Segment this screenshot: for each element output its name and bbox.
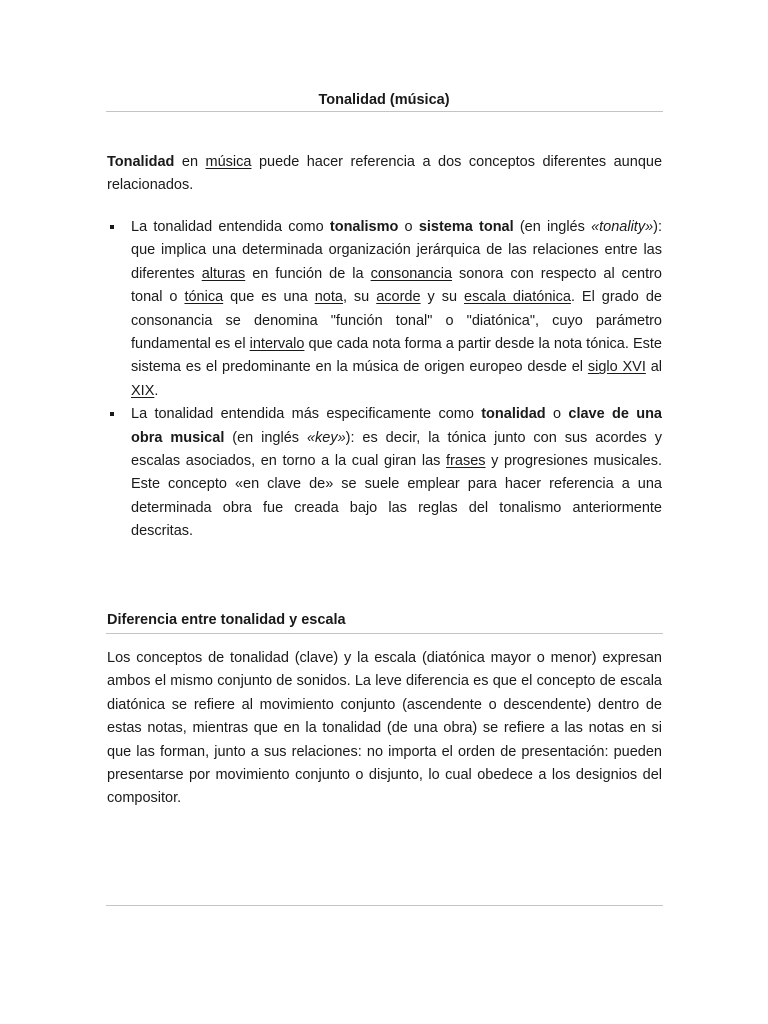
bullet-text: que cada nota forma a partir desde la nota tónica. Este sistema es el predominante en la música de origen europeo desde el xyxy=(131,336,662,376)
page-title: Tonalidad (música) xyxy=(318,92,450,108)
link-siglo-xvi[interactable]: siglo XVI xyxy=(587,359,646,376)
term-key: «key» xyxy=(306,429,346,446)
intro-term: Tonalidad xyxy=(107,154,175,170)
link-xix[interactable]: XIX xyxy=(131,382,155,399)
bullet-text: y su xyxy=(420,289,465,306)
bullet-text: o xyxy=(398,219,419,235)
bullet-text: al xyxy=(645,359,662,376)
bullet-text: (en inglés xyxy=(513,219,592,235)
bullet-square-icon xyxy=(110,412,114,416)
bullet-text: . xyxy=(154,382,159,399)
link-alturas[interactable]: alturas xyxy=(201,265,246,282)
intro-paragraph xyxy=(107,151,662,198)
intro-text: puede hacer referencia a dos conceptos diferentes aunque relacionados. xyxy=(107,154,663,194)
bullet-text: que es una xyxy=(223,289,315,306)
bullet-text: ): que implica una determinada organización jerárquica de las relaciones entre las diferentes xyxy=(131,219,662,282)
list-item xyxy=(107,216,662,403)
title-divider xyxy=(106,111,663,112)
term-tonality: «tonality» xyxy=(591,219,654,235)
bullet-text: (en inglés xyxy=(224,429,307,446)
list-item xyxy=(107,403,662,543)
term-tonalidad: tonalidad xyxy=(481,406,546,423)
section-divider xyxy=(106,633,663,634)
bullet-list xyxy=(107,216,662,544)
bullet-text: en función de la xyxy=(245,265,371,282)
intro-text: en xyxy=(174,154,206,170)
link-tonica[interactable]: tónica xyxy=(184,289,224,306)
link-escala-diatonica[interactable]: escala diatónica xyxy=(464,289,571,306)
bullet-square-icon xyxy=(110,225,114,229)
section-paragraph: Los conceptos de tonalidad (clave) y la escala (diatónica mayor o menor) expresan ambos el mismo conjunto de sonidos. La leve diferencia es que el concepto de escala diatónica se refiere al movimiento conjunto (ascendente o descendente) dentro de estas notas, mientras que en la tonalidad (de una obra) se refiere a las notas en si que las forman, junto a sus relaciones: no importa el orden de presentación: pueden presentarse por movimiento conjunto o disjunto, lo cual obedece a los designios del compositor. xyxy=(107,650,662,807)
link-acorde[interactable]: acorde xyxy=(376,289,421,306)
bullet-text: , su xyxy=(342,289,377,306)
link-musica[interactable]: música xyxy=(205,154,252,170)
bullet-text: ): es decir, la tónica junto con sus acordes y escalas asociados, en torno a la cual giran las xyxy=(131,429,662,470)
section-heading: Diferencia entre tonalidad y escala xyxy=(107,612,346,628)
term-tonalismo: tonalismo xyxy=(329,219,399,235)
bullet-text: La tonalidad entendida más especificamente como xyxy=(131,406,482,423)
footer-divider xyxy=(106,905,663,906)
term-sistema-tonal: sistema tonal xyxy=(418,219,514,235)
bullet-text: y progresiones musicales. Este concepto «en clave de» se suele emplear para hacer referencia a una determinada obra fue creada bajo las reglas del tonalismo anteriormente descritas. xyxy=(131,453,662,540)
bullet-text: . El grado de consonancia se denomina "función tonal" o "diatónica", cuyo parámetro fundamental es el xyxy=(131,289,662,353)
link-frases[interactable]: frases xyxy=(446,453,486,470)
term-clave-obra-musical: clave de una obra musical xyxy=(131,406,662,446)
bullet-text: o xyxy=(545,406,569,423)
bullet-text: La tonalidad entendida como xyxy=(131,219,330,235)
link-consonancia[interactable]: consonancia xyxy=(370,265,453,282)
link-intervalo[interactable]: intervalo xyxy=(249,336,305,353)
link-nota[interactable]: nota xyxy=(314,289,343,306)
bullet-text: sonora con respecto al centro tonal o xyxy=(131,265,662,306)
